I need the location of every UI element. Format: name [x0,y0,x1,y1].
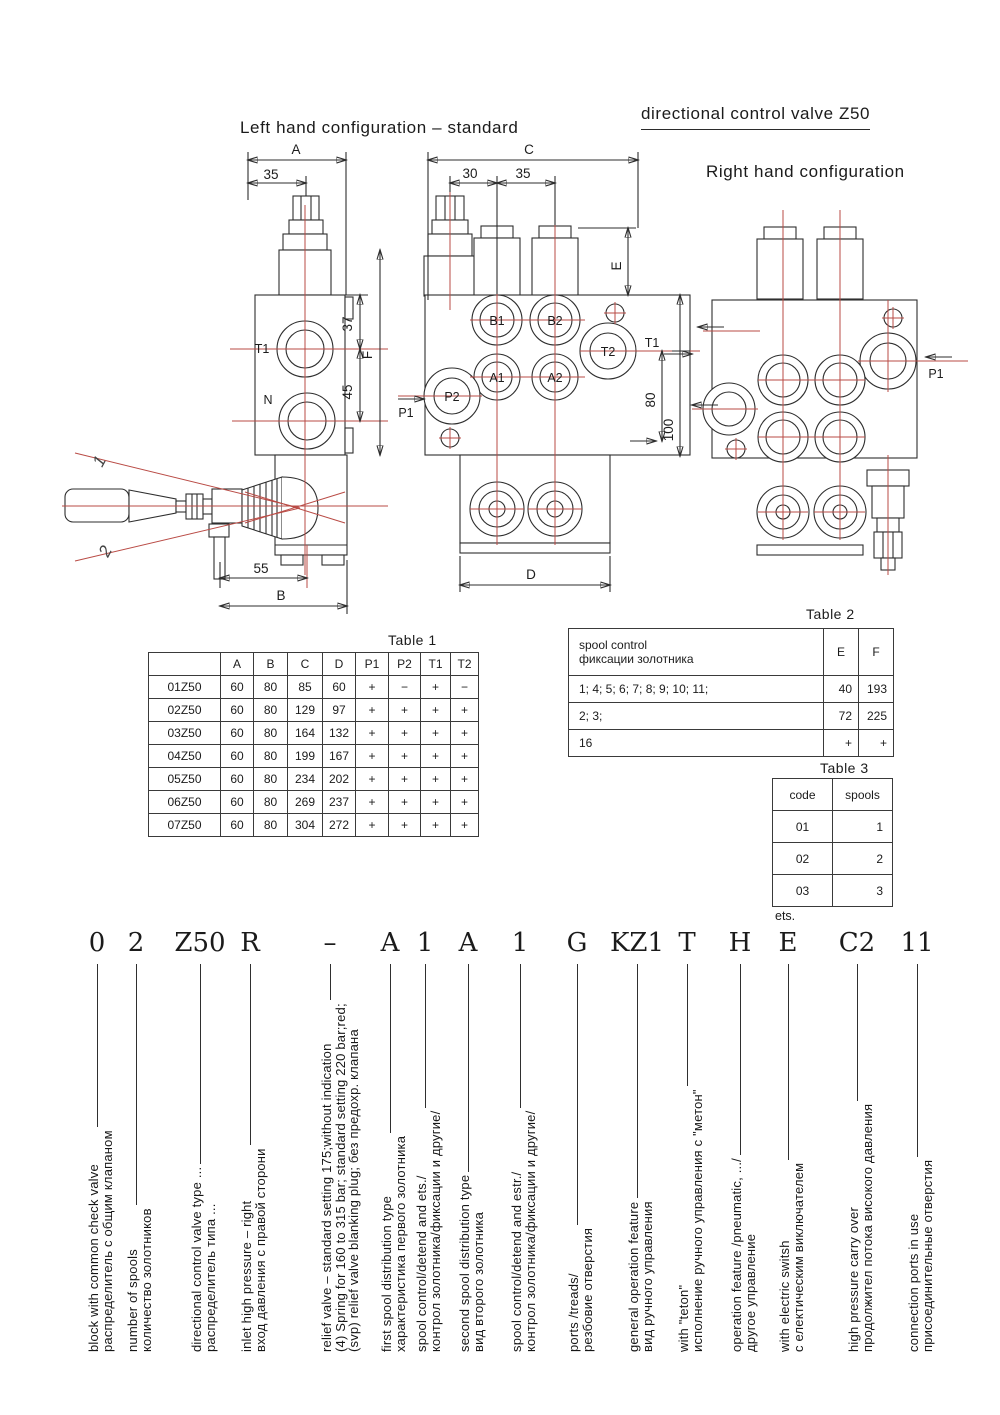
table2-f-cell: 225 [859,703,894,730]
table1-cell: + [451,791,479,814]
table2-header-e: E [824,629,859,676]
order-code-label-line: spool control/detend and estr./ [509,1171,524,1352]
table1-cell: + [421,699,451,722]
order-code-label-line: (4) Spring for 160 to 315 bar; standard setting 220 bar;red; [332,1003,348,1352]
order-code-label [458,1175,485,1352]
order-code-label-line: number of spools [125,1249,140,1352]
table1-cell: 60 [323,676,356,699]
order-code-leader-line [330,964,331,1000]
table2-e-cell: 40 [824,676,859,703]
order-code-label [778,1163,805,1352]
order-code-label [87,1130,114,1352]
order-code-label-line: распределитель типа ... [202,1203,218,1352]
table2-f-cell: 193 [859,676,894,703]
table1-header-cell: A [221,653,254,676]
dim-label-d: D [526,567,536,582]
table3-caption: Table 3 [820,760,869,776]
order-code-leader-line [520,964,521,1108]
order-code-label-line: block with common check valve [86,1164,101,1352]
table1-cell: 272 [323,814,356,837]
table2-codes-cell: 16 [569,730,824,757]
table1-cell: + [451,699,479,722]
dim-label-55: 55 [253,561,269,576]
order-code-label-line: с електическим виключателем [790,1162,806,1352]
table1-cell: + [389,791,421,814]
order-code-label [847,1104,874,1352]
table1-cell: − [451,676,479,699]
table1-cell: 304 [288,814,323,837]
table1-header-cell: D [323,653,356,676]
table1-cell: 03Z50 [149,722,221,745]
table2 [568,628,894,757]
order-code-label-line: first spool distribution type [379,1195,394,1352]
order-code-char: T [678,928,696,958]
table1-cell: 234 [288,768,323,791]
table3-spools-cell: 3 [833,875,893,907]
order-code-char: E [778,928,798,958]
order-code-label-line: характеристика первого золотника [392,1135,408,1352]
table1-cell: 80 [254,814,288,837]
table1-cell: 202 [323,768,356,791]
order-code-label [240,1148,267,1352]
table2-row [569,676,894,703]
table3 [772,778,893,907]
table1-cell: 167 [323,745,356,768]
order-code-label [677,1089,704,1352]
order-code-leader-line [637,964,638,1198]
table1-cell: + [389,768,421,791]
order-code-char: R [240,928,260,958]
order-code-leader-line [425,964,426,1108]
table2-header-ru: фиксации золотника [579,652,694,666]
table1-cell: + [356,699,389,722]
title-valve-name: directional control valve Z50 [641,104,870,130]
table1-header-cell: T2 [451,653,479,676]
table2-header-f: F [859,629,894,676]
order-code-char: 0 [88,928,106,958]
lever-position-1: 1 [88,452,110,470]
table1-cell: 80 [254,768,288,791]
order-code-label-line: вход давления с правой сторони [252,1148,268,1352]
table1-header-cell [149,653,221,676]
order-code-label-line: продолжител потока високого давления [859,1103,875,1352]
table2-codes-cell: 2; 3; [569,703,824,730]
order-code-label-line: распределитель с общим клапаном [99,1130,115,1352]
table1-cell: 60 [221,699,254,722]
order-code-char: – [323,928,337,958]
order-code-leader-line [788,964,789,1160]
order-code-char: G [566,928,588,958]
table1-header-cell: P2 [389,653,421,676]
center-drawing [398,142,700,592]
order-code-leader-line [687,964,688,1086]
dim-label-b: B [276,588,286,603]
table3-row [773,875,893,907]
table1-row [149,699,479,722]
table1-header-cell: C [288,653,323,676]
order-code-label-line: количество золотников [138,1208,154,1352]
order-code-char: 11 [900,928,934,958]
port-label-n: N [263,393,273,407]
order-code-label-line: second spool distribution type [457,1174,472,1352]
table1-cell: + [451,768,479,791]
table1-header-cell: B [254,653,288,676]
order-code-label [510,1111,537,1352]
order-code-leader-line [740,964,741,1155]
order-code-leader-line [390,964,391,1133]
table2-codes-cell: 1; 4; 5; 6; 7; 8; 9; 10; 11; [569,676,824,703]
dim-label-45: 45 [340,384,355,400]
order-code-label-line: with "teton" [676,1284,691,1352]
table1-cell: 05Z50 [149,768,221,791]
table1-cell: + [421,676,451,699]
order-code-label [730,1158,757,1352]
dim-label-35c: 35 [515,166,531,181]
table1-cell: + [421,745,451,768]
table1-cell: + [389,814,421,837]
dim-label-30: 30 [462,166,478,181]
table1-cell: + [421,814,451,837]
order-code-label-line: вид второго золотника [470,1211,486,1352]
dim-label-100: 100 [661,418,676,442]
order-code-char: C2 [838,928,876,958]
table2-caption: Table 2 [806,606,855,622]
order-code-char: A [380,928,400,958]
table1-cell: 01Z50 [149,676,221,699]
table2-f-cell: + [859,730,894,757]
flow-label-t1: T1 [644,336,660,350]
order-code-char: A [458,928,478,958]
flow-label-p1-right: P1 [928,367,944,381]
flow-label-p1: P1 [398,406,414,420]
order-code-label-line: исполнение ручного управления с "метон" [689,1089,705,1352]
order-code-label-line: connection ports in use [906,1213,921,1352]
order-code-leader-line [857,964,858,1101]
lever-position-2: 2 [94,542,116,560]
dim-label-37: 37 [340,316,355,332]
order-code-label-line: резбовие отверстия [579,1227,595,1352]
table1-cell: 60 [221,745,254,768]
table1-cell: 80 [254,699,288,722]
table1-cell: + [356,814,389,837]
order-code-label [126,1208,153,1352]
table1-cell: + [356,745,389,768]
table3-code-cell: 03 [773,875,833,907]
port-label-b1: B1 [489,314,505,328]
table1-cell: 04Z50 [149,745,221,768]
table1-cell: 02Z50 [149,699,221,722]
dim-label-35: 35 [263,167,279,182]
order-code-leader-line [468,964,469,1172]
table1-cell: + [356,791,389,814]
order-code-label-line: with electric switsh [777,1240,792,1352]
table1-cell: + [421,768,451,791]
order-code-label-line: ports /treads/ [566,1273,581,1352]
order-code-label [907,1160,934,1352]
dim-label-e: E [609,261,624,271]
dim-label-c: C [524,142,534,157]
table1-header-cell: T1 [421,653,451,676]
order-code-label-line: контрол золотника/фиксации и другие/ [522,1110,538,1352]
order-code-label-line: контрол золотника/фиксации и другие/ [427,1110,443,1352]
table1-row [149,745,479,768]
order-code-label-line: general operation feature [626,1201,641,1352]
order-code-label [190,1167,217,1352]
table1-cell: 199 [288,745,323,768]
table1-cell: 60 [221,768,254,791]
table1-cell: 80 [254,722,288,745]
table3-row [773,843,893,875]
order-code-label [627,1201,654,1352]
table2-header-row [569,629,894,676]
table1-cell: + [421,722,451,745]
left-drawing [62,142,388,614]
dim-label-80: 80 [643,392,658,408]
order-code-label-line: high pressure carry over [846,1207,861,1352]
table1-row [149,722,479,745]
order-code-leader-line [250,964,251,1145]
order-code-label [567,1228,594,1352]
order-code-char: H [728,928,752,958]
order-code-label-line: operation feature /pneumatic, .../ [729,1158,744,1352]
order-code-leader-line [577,964,578,1225]
port-label-p2: P2 [444,390,460,404]
table1-cell: + [356,768,389,791]
table1-cell: + [451,814,479,837]
order-code-label-line: (svp) relief valve blanking plug; без предохр. клапана [346,1029,362,1352]
table1-cell: 80 [254,791,288,814]
order-code-label-line: directional control valve type ... [189,1166,204,1352]
order-code-label [415,1111,442,1352]
table1-cell: 06Z50 [149,791,221,814]
table3-header-cell: code [773,779,833,811]
order-code-char: 1 [511,928,529,958]
right-drawing [692,210,968,575]
table1-row [149,768,479,791]
port-label-a2: A2 [547,371,563,385]
table3-header-cell: spools [833,779,893,811]
table2-header-en: spool control [579,638,648,652]
table2-row [569,703,894,730]
order-code-char: Z50 [174,928,226,958]
order-code-label-line: присоединительные отверстия [919,1159,935,1352]
table3-code-cell: 01 [773,811,833,843]
order-code-label-line: вид ручного управления [639,1201,655,1352]
dim-label-a: A [291,142,301,157]
table2-e-cell: 72 [824,703,859,730]
table1-cell: 07Z50 [149,814,221,837]
order-code-leader-line [200,964,201,1164]
table1-cell: 129 [288,699,323,722]
port-label-b2: B2 [547,314,563,328]
technical-drawings [0,0,1000,640]
table1-row [149,676,479,699]
order-code-leader-line [97,964,98,1127]
table1-cell: + [451,722,479,745]
title-right-configuration: Right hand configuration [706,162,905,181]
table2-e-cell: + [824,730,859,757]
table1-cell: 60 [221,722,254,745]
table1-cell: + [389,699,421,722]
table1-cell: 60 [221,791,254,814]
table3-code-cell: 02 [773,843,833,875]
table2-header-spool-control [569,629,824,676]
order-code-label [380,1136,407,1352]
port-label-t2: T2 [600,345,616,359]
table3-footnote: ets. [775,909,796,923]
order-code-char: 1 [416,928,434,958]
port-label-a1: A1 [489,371,505,385]
order-code-leader-line [136,964,137,1205]
table1-cell: 60 [221,814,254,837]
table1-cell: 97 [323,699,356,722]
order-code-label [320,1003,361,1352]
table1-cell: + [356,722,389,745]
title-left-configuration: Left hand configuration – standard [240,118,519,137]
table1-cell: + [451,745,479,768]
order-code-label-line: relief valve – standard setting 175;without indication [319,1043,334,1352]
table1-caption: Table 1 [388,632,437,648]
dim-label-f: F [360,350,375,360]
table3-spools-cell: 2 [833,843,893,875]
table3-header-row [773,779,893,811]
order-code-label-line: inlet high pressure – right [239,1200,254,1352]
table1-header-row [149,653,479,676]
table1-cell: 85 [288,676,323,699]
table1-cell: 80 [254,745,288,768]
table1-cell: + [356,676,389,699]
table1-header-cell: P1 [356,653,389,676]
table1-cell: + [389,722,421,745]
table3-spools-cell: 1 [833,811,893,843]
order-code-label-line: другое управление [742,1233,758,1352]
table1-cell: 269 [288,791,323,814]
table1-cell: + [421,791,451,814]
order-code-char: 2 [127,928,145,958]
table1-cell: 164 [288,722,323,745]
table1-cell: 132 [323,722,356,745]
order-code-label-line: spool control/detend and ets./ [414,1175,429,1352]
table1-row [149,791,479,814]
table1-cell: 237 [323,791,356,814]
table1-row [149,814,479,837]
port-label-t1: T1 [254,342,270,356]
table1-cell: + [389,745,421,768]
order-code-char: KZ1 [609,928,665,958]
table1-cell: 80 [254,676,288,699]
table1 [148,652,479,837]
table1-cell: − [389,676,421,699]
table3-row [773,811,893,843]
table1-cell: 60 [221,676,254,699]
order-code-leader-line [917,964,918,1157]
table2-row [569,730,894,757]
